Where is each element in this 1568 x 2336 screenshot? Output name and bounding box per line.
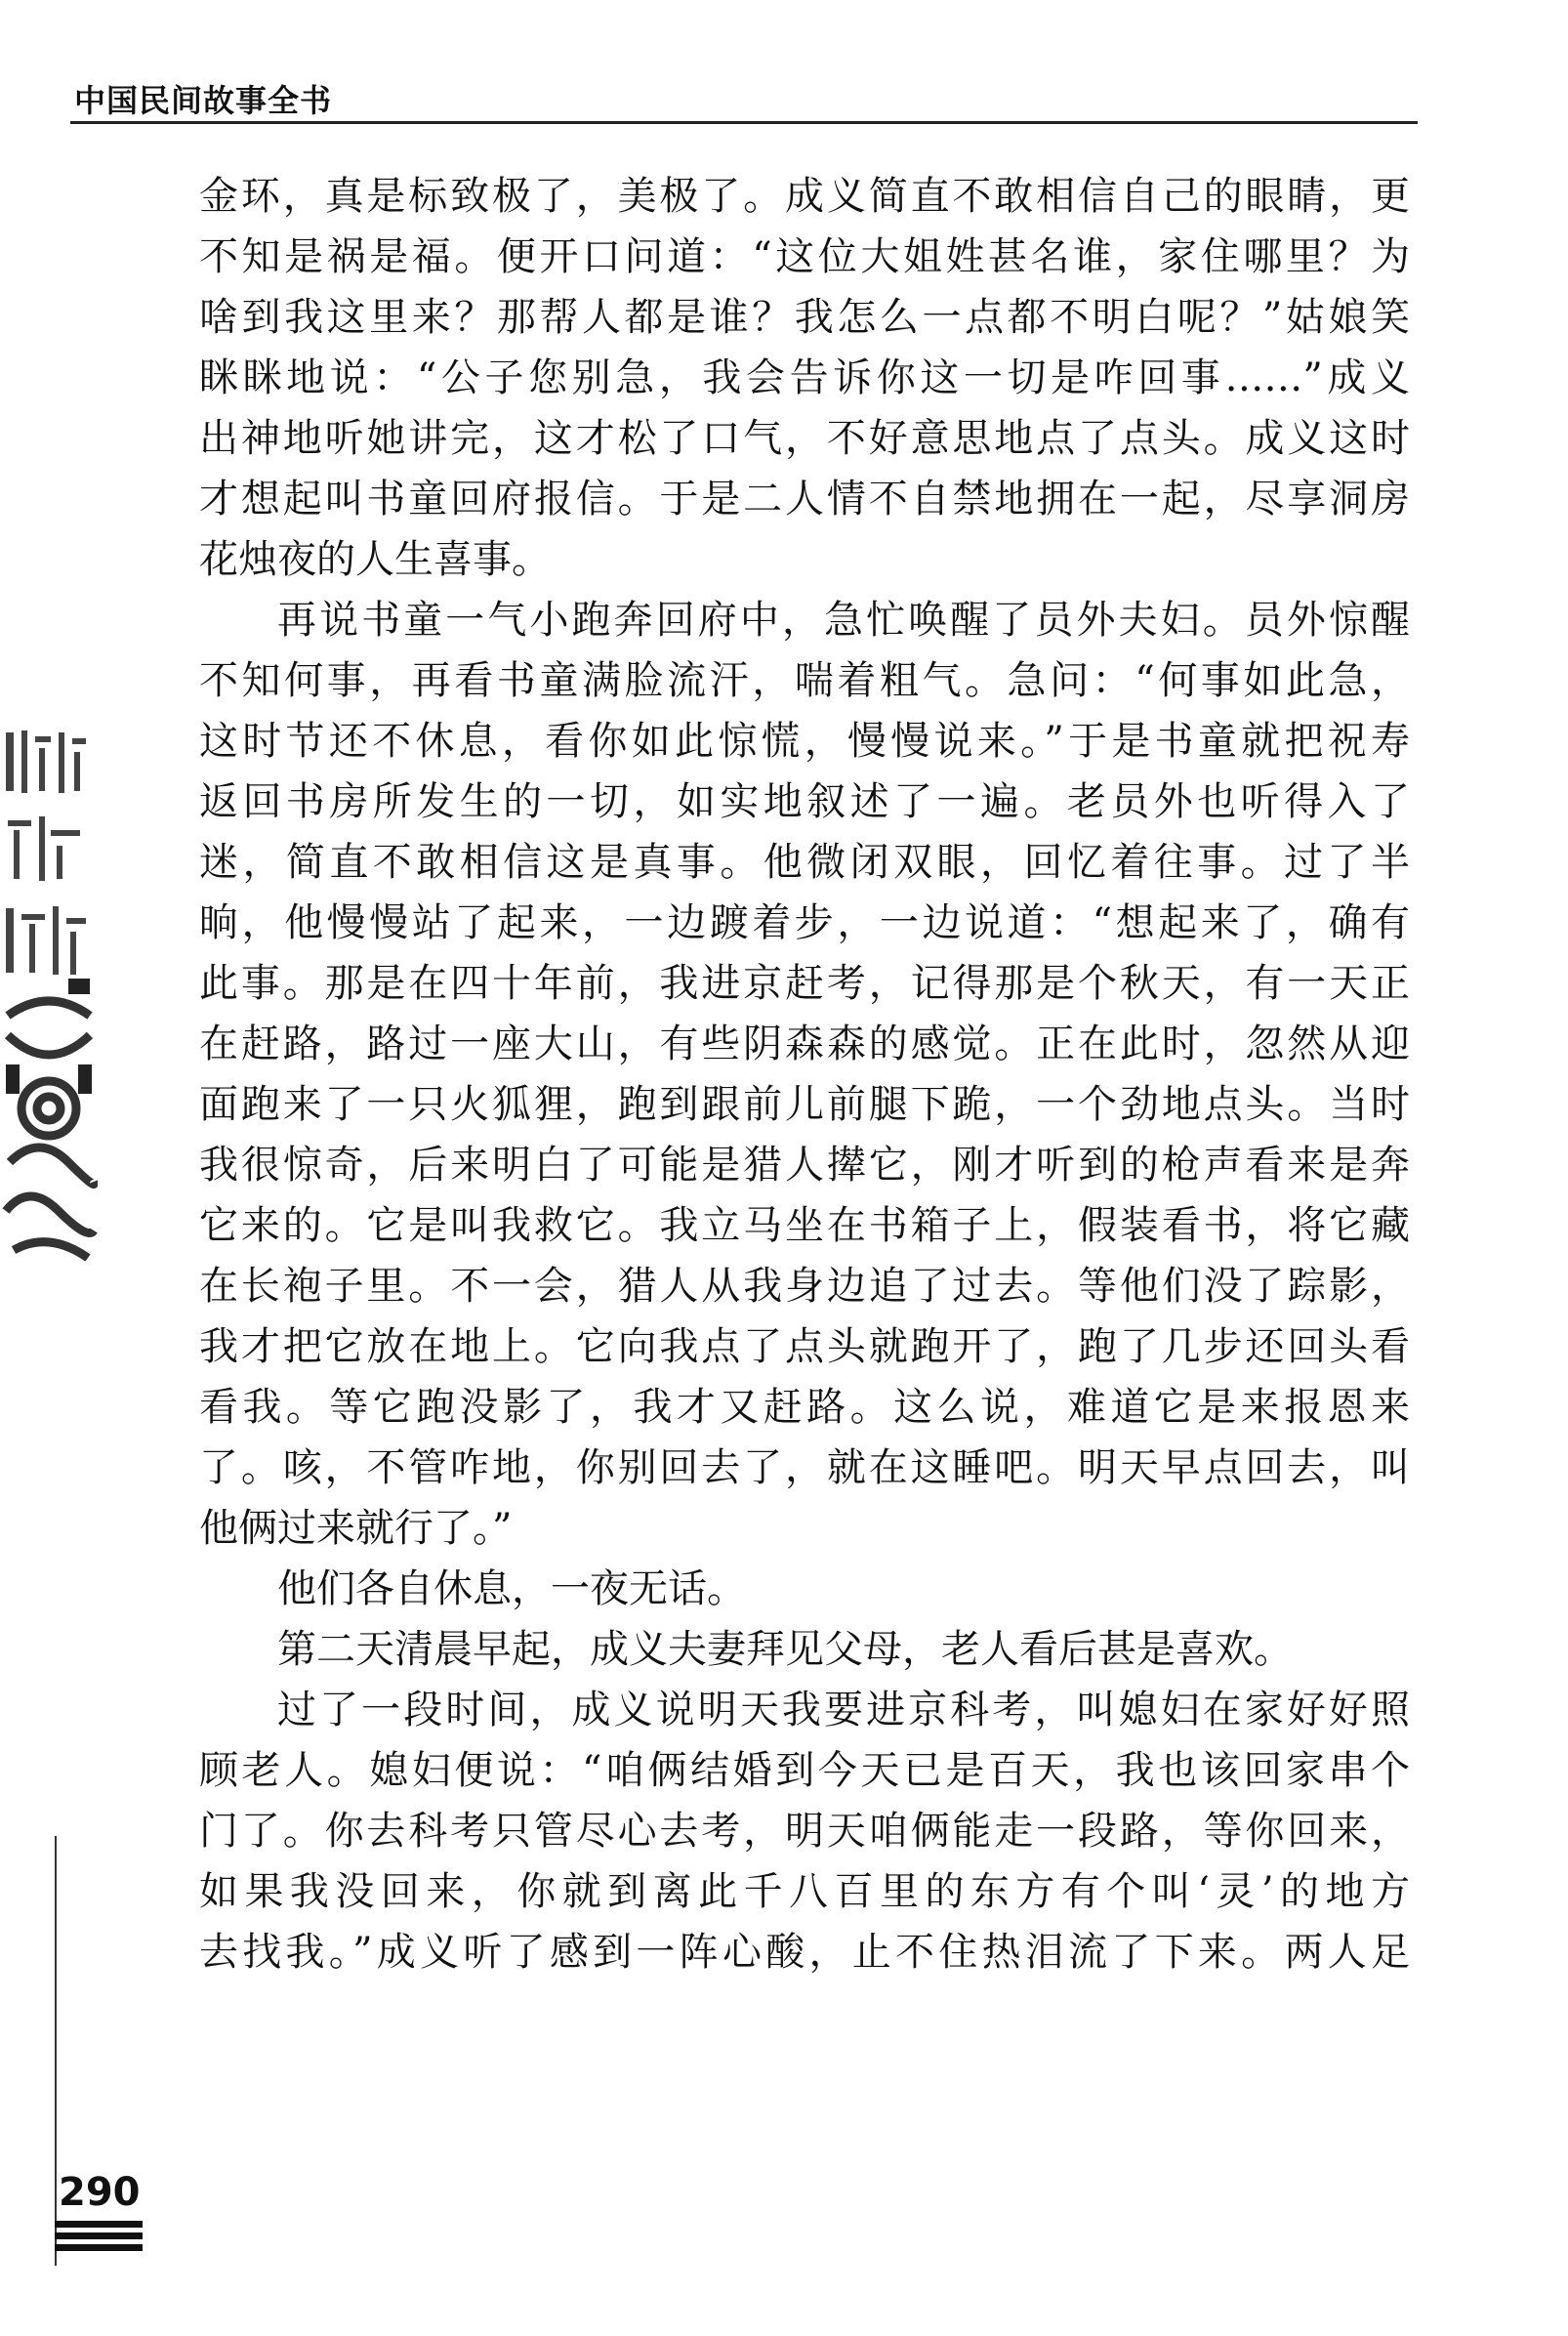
text-line: 去找我。”成义听了感到一阵心酸，止不住热泪流了下来。两人足 xyxy=(199,1930,1410,1975)
text-line: 看我。等它跑没影了，我才又赶路。这么说，难道它是来报恩来 xyxy=(199,1385,1410,1430)
text-line: 金环，真是标致极了，美极了。成义简直不敢相信自己的眼睛，更 xyxy=(199,174,1410,219)
text-line: 门了。你去科考只管尽心去考，明天咱俩能走一段路，等你回来， xyxy=(199,1809,1410,1854)
text-line: 我很惊奇，后来明白了可能是猎人撵它，刚才听到的枪声看来是奔 xyxy=(199,1143,1410,1188)
text-line: 迷，简直不敢相信这是真事。他微闭双眼，回忆着往事。过了半 xyxy=(199,840,1410,885)
text-line: 才想起叫书童回府报信。于是二人情不自禁地拥在一起，尽享洞房 xyxy=(199,477,1410,521)
text-line: 花烛夜的人生喜事。 xyxy=(199,537,551,582)
header-rule xyxy=(70,121,1418,124)
text-line: 此事。那是在四十年前，我进京赶考，记得那是个秋天，有一天正 xyxy=(199,961,1410,1006)
text-line: 不知是祸是福。便开口问道：“这位大姐姓甚名谁，家住哪里？为 xyxy=(199,234,1410,279)
text-line: 第二天清晨早起，成义夫妻拜见父母，老人看后甚是喜欢。 xyxy=(277,1627,1293,1672)
page-number-bars xyxy=(55,2221,143,2256)
text-line: 出神地听她讲完，这才松了口气，不好意思地点了点头。成义这时 xyxy=(199,416,1410,461)
margin-rule xyxy=(55,1836,57,2266)
text-line: 他俩过来就行了。” xyxy=(199,1506,513,1551)
page-number: 290 xyxy=(59,2170,141,2215)
text-line: 在长袍子里。不一会，猎人从我身边追了过去。等他们没了踪影， xyxy=(199,1264,1410,1309)
text-line: 啥到我这里来？那帮人都是谁？我怎么一点都不明白呢？”姑娘笑 xyxy=(199,295,1410,340)
text-line: 过了一段时间，成义说明天我要进京科考，叫媳妇在家好好照 xyxy=(277,1688,1410,1732)
text-line: 这时节还不休息，看你如此惊慌，慢慢说来。”于是书童就把祝寿 xyxy=(199,719,1410,764)
text-line: 眯眯地说：“公子您别急，我会告诉你这一切是咋回事……”成义 xyxy=(199,355,1410,400)
body-text xyxy=(199,166,1410,1982)
side-decoration-image xyxy=(0,723,98,1279)
text-line: 了。咳，不管咋地，你别回去了，就在这睡吧。明天早点回去，叫 xyxy=(199,1445,1410,1490)
text-line: 再说书童一气小跑奔回府中，急忙唤醒了员外夫妇。员外惊醒 xyxy=(277,598,1410,643)
text-line: 它来的。它是叫我救它。我立马坐在书箱子上，假装看书，将它藏 xyxy=(199,1203,1410,1248)
text-line: 返回书房所发生的一切，如实地叙述了一遍。老员外也听得入了 xyxy=(199,779,1410,824)
text-line: 他们各自休息，一夜无话。 xyxy=(277,1566,746,1611)
text-line: 不知何事，再看书童满脸流汗，喘着粗气。急问：“何事如此急， xyxy=(199,658,1410,703)
text-line: 顾老人。媳妇便说：“咱俩结婚到今天已是百天，我也该回家串个 xyxy=(199,1748,1410,1793)
text-line: 我才把它放在地上。它向我点了点头就跑开了，跑了几步还回头看 xyxy=(199,1324,1410,1369)
text-line: 如果我没回来，你就到离此千八百里的东方有个叫‘灵’的地方 xyxy=(199,1869,1410,1914)
running-header-title: 中国民间故事全书 xyxy=(74,82,333,119)
text-line: 面跑来了一只火狐狸，跑到跟前儿前腿下跪，一个劲地点头。当时 xyxy=(199,1082,1410,1127)
text-line: 晌，他慢慢站了起来，一边踱着步，一边说道：“想起来了，确有 xyxy=(199,900,1410,945)
text-line: 在赶路，路过一座大山，有些阴森森的感觉。正在此时，忽然从迎 xyxy=(199,1022,1410,1066)
